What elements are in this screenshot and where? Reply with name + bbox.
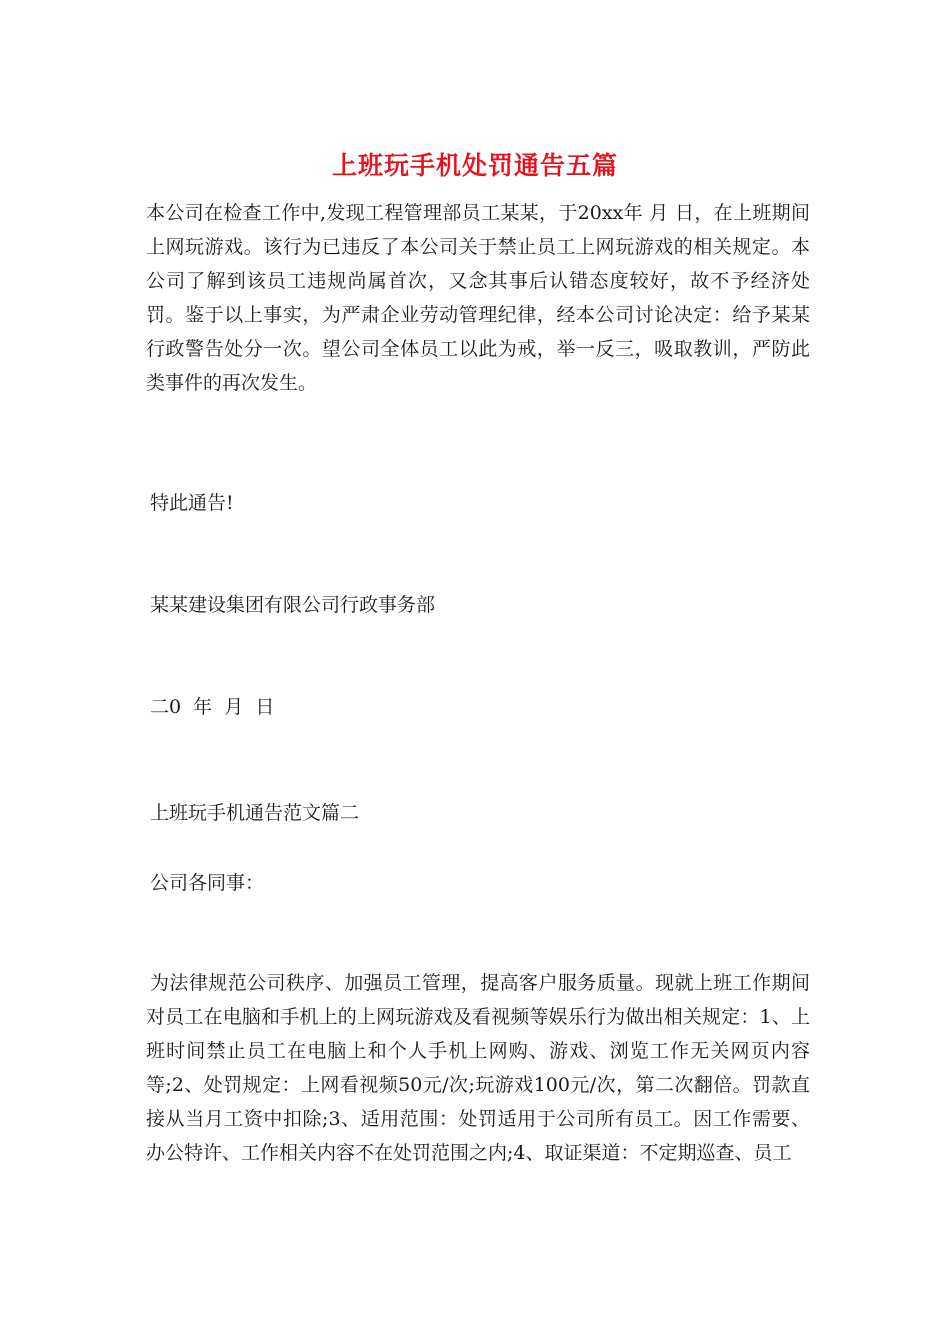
notice-signature: 某某建设集团有限公司行政事务部 xyxy=(150,594,436,616)
notice-date: 二0 年 月 日 xyxy=(150,696,275,718)
notice-body-paragraph: 本公司在检查工作中,发现工程管理部员工某某，于20xx年 月 日，在上班期间上网玩游戏。该行为已违反了本公司关于禁止员工上网玩游戏的相关规定。本公司了解到该员工违规尚属首次，又念其事后认错态度较好，故不予经济处罚。鉴于以上事实，为严肃企业劳动管理纪律，经本公司讨论决定：给予某某行政警告处分一次。望公司全体员工以此为戒，举一反三，吸取教训，严防此类事件的再次发生。 xyxy=(146,202,810,394)
notice-closing: 特此通告! xyxy=(150,492,234,514)
document-title: 上班玩手机处罚通告五篇 xyxy=(331,151,618,180)
section-subtitle: 上班玩手机通告范文篇二 xyxy=(150,802,360,824)
greeting-line: 公司各同事： xyxy=(150,872,265,894)
regulation-body-paragraph: 为法律规范公司秩序、加强员工管理，提高客户服务质量。现就上班工作期间对员工在电脑和手机上的上网玩游戏及看视频等娱乐行为做出相关规定：1、上班时间禁止员工在电脑上和个人手机上网购、游戏、浏览工作无关网页内容等;2、处罚规定：上网看视频50元/次;玩游戏100元/次，第二次翻倍。罚款直接从当月工资中扣除;3、适用范围：处罚适用于公司所有员工。因工作需要、办公特许、工作相关内容不在处罚范围之内;4、取证渠道：不定期巡查、员工 xyxy=(146,972,810,1164)
